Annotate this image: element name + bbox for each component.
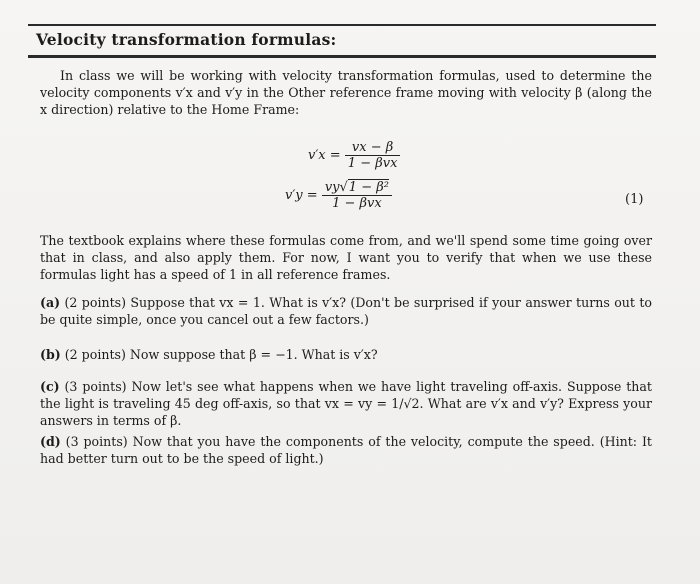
intro-paragraph: In class we will be working with velocity transformation formulas, used to determine the velocity components v′x and v′y in the Other reference frame moving with velocity β (along the x direction) relative to the Home Frame: (40, 68, 652, 117)
part-b-text: (2 points) Now suppose that β = −1. What is v′x? (64, 347, 378, 362)
title-underline (28, 55, 656, 58)
part-c (40, 378, 652, 429)
part-d-label: (d) (40, 434, 61, 449)
part-a (40, 294, 652, 328)
equation-vy (285, 180, 392, 211)
part-d-text: (3 points) Now that you have the components of the velocity, compute the speed. (Hint: It had better turn out to be the speed of light.) (40, 434, 652, 466)
equation-vx-fraction (345, 140, 401, 171)
top-rule (28, 24, 656, 26)
section-title: Velocity transformation formulas: (36, 30, 337, 49)
part-c-label: (c) (40, 379, 60, 394)
equation-vy-numerator-a: vy√ (324, 180, 348, 195)
equation-vx-numerator: vx − β (345, 140, 401, 156)
part-a-text: (2 points) Suppose that vx = 1. What is v′x? (Don't be surprised if your answer turns out to be quite simple, once you cancel out a few factors.) (40, 295, 652, 327)
equation-vx (308, 140, 400, 171)
explanation-paragraph: The textbook explains where these formulas come from, and we'll spend some time going over that in class, and also apply them. For now, I want you to verify that when we use these formulas light has a speed of 1 in all reference frames. (40, 233, 652, 282)
part-b-label: (b) (40, 347, 61, 362)
part-b (40, 346, 652, 363)
part-c-text: (3 points) Now let's see what happens when we have light traveling off-axis. Suppose that the light is traveling 45 deg off-axis, so that vx = vy = 1/√2. What are v′x and v′y? Express your answers in terms of β. (40, 379, 652, 428)
part-d (40, 433, 652, 467)
equation-vx-lhs: v′x = (308, 148, 341, 163)
equation-vx-denominator: 1 − βvx (347, 156, 398, 171)
part-a-label: (a) (40, 295, 61, 310)
equation-vy-denominator: 1 − βvx (332, 196, 382, 211)
equation-vy-fraction (322, 180, 392, 211)
equation-number: (1) (625, 192, 644, 207)
equation-vy-radicand: 1 − β² (348, 180, 389, 195)
equation-vy-lhs: v′y = (285, 188, 318, 203)
equation-vy-numerator (322, 180, 392, 196)
